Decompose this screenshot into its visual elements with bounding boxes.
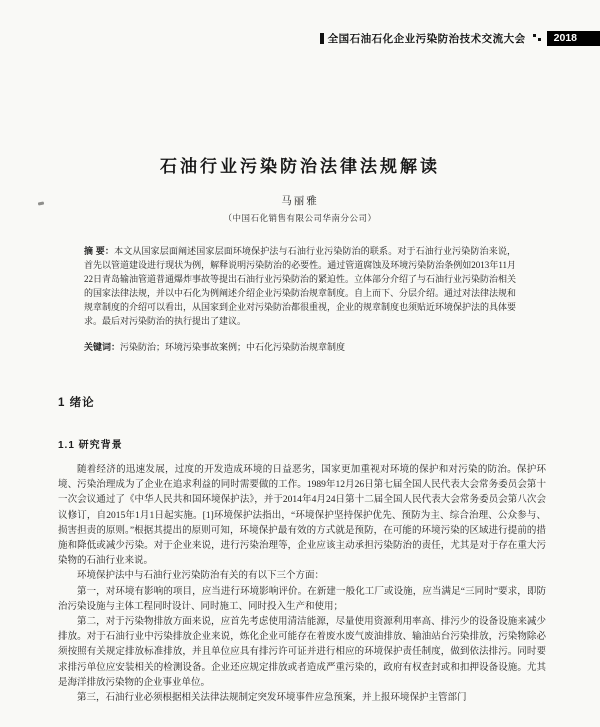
section-heading-1: 1 绪论	[58, 397, 95, 409]
abstract-block	[84, 244, 516, 328]
body-paragraph: 第二，对于污染物排放方面来说，应首先考虑使用清洁能源，尽量使用资源利用率高、排污少的设备设施来减少排放。对于石油行业中污染排放企业来说，炼化企业可能存在着废水废气废油排放、输油站台污染排放，污染物除必须按照有关规定排放标准排放，并且单位应具有排污许可证并进行相应的环境保护责任制度，做到依法排污。同时要求排污单位应安装相关的检测设备。企业还应规定排放或者造成严重污染的，政府有权查封或和扣押设备设施。尤其是海洋排放污染物的企业事业单位。	[58, 617, 546, 688]
body-paragraph: 随着经济的迅速发展，过度的开发造成环境的日益恶劣，国家更加重视对环境的保护和对污染的防治。保护环境、污染治理成为了企业在追求利益的同时需要做的工作。1989年12月26日第七届全国人民代表大会常务委员会第十一次会议通过了《中华人民共和国环境保护法》，并于2014年4月24日第十二届全国人民代表大会常务委员会第八次会议修订，自2015年1月1日起实施。[1]环境保护法指出，“环境保护坚持保护优先、预防为主、综合治理、公众参与、损害担责的原则。”根据其提出的原则可知，环境保护最有效的方式就是预防，在可能的环境污染的区域进行提前的措施和降低或减少污染。对于企业来说，进行污染治理等，企业应该主动承担污染防治的责任，尤其是对于存在重大污染物的石油行业来说。	[58, 465, 546, 567]
keywords-text: 污染防治；环境污染事故案例；中石化污染防治规章制度	[120, 342, 346, 352]
keywords-label: 关键词：	[84, 342, 121, 352]
header-edge-bar	[584, 31, 600, 46]
abstract-text: 本文从国家层面阐述国家层面环境保护法与石油行业污染防治的联系。对于石油行业污染防治来说，首先以管道建设进行现状为例，解释说明污染防治的必要性。通过管道腐蚀及环境污染防治条例如2013年11月22日青岛输油管道普通爆炸事故等提出石油行业污染防治的紧迫性。立体部分介绍了与石油行业污染防治相关的国家法律法规，并以中石化为例阐述介绍企业污染防治规章制度。自上而下、分层介绍。通过对法律法规和规章制度的介绍可以看出，从国家到企业对污染防治都很重视，企业的规章制度也须贴近环境保护法的具体要求。最后对污染防治的执行提出了建议。	[84, 246, 517, 326]
body-paragraph: 环境保护法中与石油行业污染防治有关的有以下三个方面：	[77, 571, 325, 582]
author-affiliation: （中国石化销售有限公司华南分公司）	[223, 213, 377, 223]
author-name: 马丽雅	[281, 196, 319, 207]
body-paragraph: 第三，石油行业必须根据相关法律法规制定突发环境事件应急预案，并上报环境保护主管部门	[77, 693, 467, 704]
page-header	[320, 30, 600, 46]
conference-name: 全国石油石化企业污染防治技术交流大会	[327, 32, 526, 45]
body-text	[58, 463, 546, 706]
keywords-block	[84, 340, 516, 354]
abstract-label: 摘 要：	[84, 246, 115, 256]
year-badge: 2018	[547, 31, 584, 46]
subsection-heading-1-1: 1.1 研究背景	[58, 440, 123, 451]
paper-title: 石油行业污染防治法律法规解读	[160, 157, 440, 176]
body-paragraph: 第一，对环境有影响的项目，应当进行环境影响评价。在新建一般化工厂或设施，应当满足“三同时”要求，即防治污染设施与主体工程同时设计、同时施工、同时投入生产和使用；	[58, 586, 546, 612]
header-bar-icon	[320, 33, 324, 44]
separator-squares-icon	[533, 33, 542, 43]
